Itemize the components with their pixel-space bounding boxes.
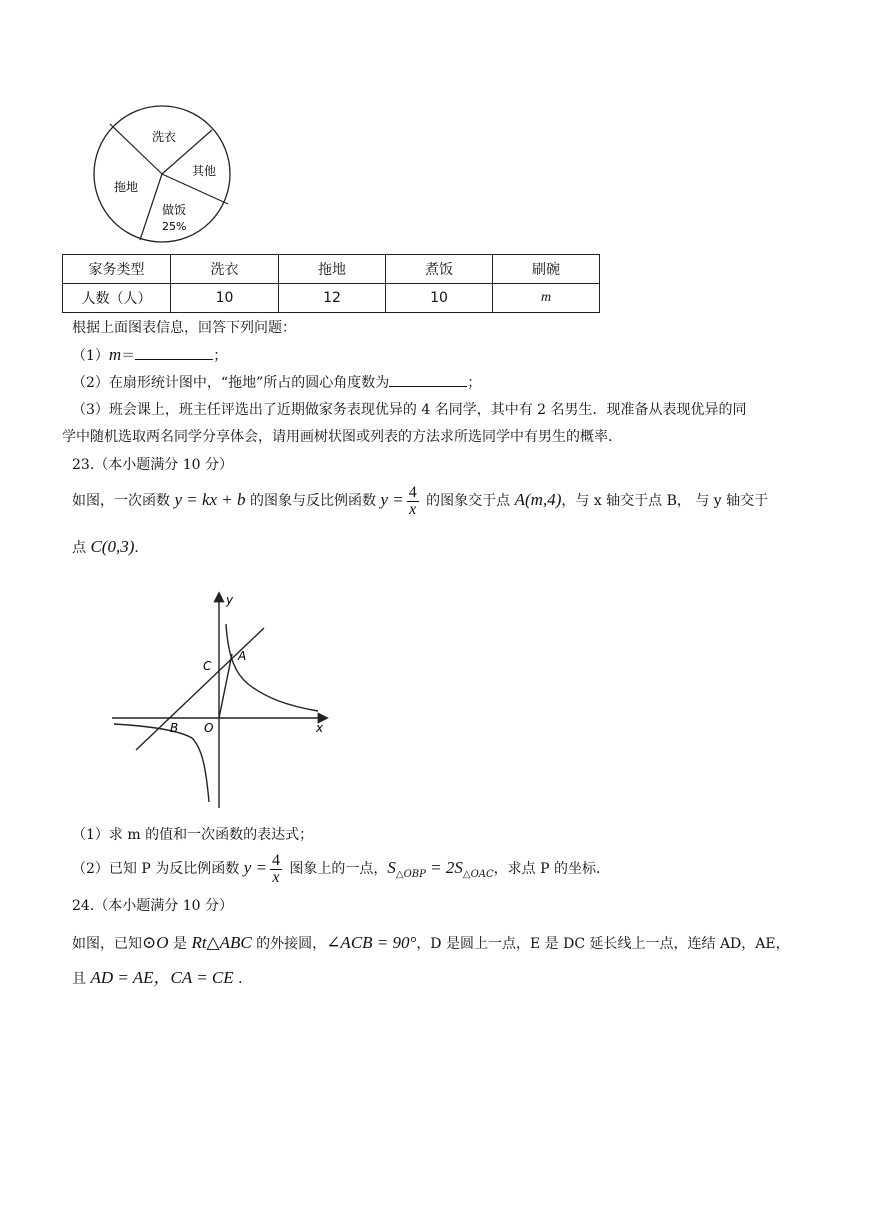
- fraction-numerator: 4: [408, 483, 417, 501]
- p24-l1d: ，D 是圆上一点，E 是 DC 延长线上一点，连结 AD，AE，: [416, 936, 790, 952]
- hyperbola-branch-2: [114, 724, 209, 802]
- triangle-abc: Rt△ABC: [191, 933, 252, 952]
- table-header-cell: 拖地: [279, 255, 386, 284]
- answer-blank[interactable]: [389, 372, 467, 387]
- p23-sub2c: ，求点 P 的坐标．: [493, 861, 610, 877]
- hyperbola-branch-1: [226, 624, 318, 711]
- x-axis-label: x: [316, 721, 324, 735]
- p23-s4: ，与 x 轴交于点 B， 与 y 轴交于: [561, 493, 769, 509]
- q1-eq: ＝: [121, 348, 136, 364]
- pie-chart: [88, 104, 238, 246]
- p23-sub2-fraction: [270, 853, 282, 886]
- table-cell: 12: [279, 284, 386, 313]
- table-cell: 10: [171, 284, 279, 313]
- table-cell: 10: [386, 284, 493, 313]
- intro-text: 根据上面图表信息，回答下列问题：: [72, 320, 296, 336]
- pie-label-cook: 做饭: [162, 203, 187, 217]
- pie-label-other: 其他: [192, 164, 217, 178]
- linear-function-line: [136, 628, 264, 750]
- p24-equalities: AD = AE，CA = CE: [90, 968, 234, 987]
- table-header-cell: 洗衣: [171, 255, 279, 284]
- point-a-label: A: [238, 649, 247, 663]
- p23-point-c: C(0,3): [90, 537, 135, 556]
- p23-s2: 的图象与反比例函数: [245, 493, 381, 509]
- table-header-row: [63, 255, 600, 284]
- p24-l1b: 是: [168, 936, 192, 952]
- p24-l2a: 且: [72, 971, 91, 987]
- function-graph: [108, 588, 332, 812]
- q1-prefix: （1）: [72, 348, 109, 364]
- p23-s6: ．: [134, 540, 149, 556]
- segment-oa: [219, 654, 232, 718]
- area-s-obp-sub: △OBP: [395, 868, 426, 880]
- p23-sub-2: [72, 846, 610, 897]
- fraction-numerator: 4: [271, 851, 280, 869]
- p23-linear-function: y = kx + b: [174, 490, 246, 509]
- table-header-cell: 家务类型: [63, 255, 171, 284]
- area-eq: = 2S: [425, 858, 463, 877]
- q1-end: ；: [213, 348, 228, 364]
- y-axis-label: y: [226, 593, 234, 607]
- q2-end: ；: [467, 375, 482, 391]
- table-cell: 人数（人）: [63, 284, 171, 313]
- q2-text: （2）在扇形统计图中，“拖地”所占的圆心角度数为: [72, 375, 390, 391]
- p23-fraction: [407, 485, 419, 518]
- fraction-denominator: x: [272, 868, 280, 886]
- p23-sub2b: 图象上的一点，: [284, 861, 388, 877]
- question-3-line-1: （3）班会课上，班主任评选出了近期做家务表现优异的 4 名同学，其中有 2 名男生．现准备从表现优异的同: [72, 402, 747, 418]
- question-2: [72, 372, 481, 393]
- question-1: [72, 345, 227, 366]
- p23-s1: 如图，一次函数: [72, 493, 175, 509]
- p23-statement-2: [72, 537, 148, 558]
- pie-divider-3: [162, 174, 228, 204]
- p23-recip-y: y =: [380, 490, 404, 509]
- point-c-label: C: [203, 659, 212, 673]
- table-header-cell: 煮饭: [386, 255, 493, 284]
- p23-s5: 点: [72, 540, 91, 556]
- pie-label-cook-pct: 25%: [162, 220, 187, 233]
- pie-label-wash: 洗衣: [152, 130, 177, 144]
- p23-sub2-y: y =: [243, 858, 267, 877]
- p24-line-2: [72, 968, 252, 989]
- p24-l1c: 的外接圆，: [251, 936, 327, 952]
- question-3-line-2: 学中随机选取两名同学分享体会，请用画树状图或列表的方法求所选同学中有男生的概率．: [62, 429, 622, 445]
- fraction-denominator: x: [409, 500, 417, 518]
- p23-statement-1: [72, 478, 768, 523]
- p23-sub-1: （1）求 m 的值和一次函数的表达式；: [72, 827, 314, 843]
- p23-point-a: A(m,4): [514, 490, 562, 509]
- circle-o: ⊙O: [142, 933, 169, 952]
- pie-divider-4: [140, 174, 162, 240]
- p24-heading: 24.（本小题满分 10 分）: [72, 898, 233, 914]
- table-cell: m: [493, 284, 600, 313]
- angle-acb: ∠ACB = 90°: [326, 933, 417, 952]
- p24-l2b: ．: [233, 971, 253, 987]
- p23-s3: 的图象交于点: [421, 493, 515, 509]
- point-b-label: B: [170, 721, 179, 735]
- p24-line-1: [72, 933, 790, 954]
- chores-table: [62, 254, 600, 313]
- pie-label-mop: 拖地: [114, 180, 139, 194]
- table-header-cell: 刷碗: [493, 255, 600, 284]
- q1-var: m: [108, 345, 122, 364]
- area-s-obp: S: [387, 858, 396, 877]
- table-row: [63, 284, 600, 313]
- p23-sub2a: （2）已知 P 为反比例函数: [72, 861, 244, 877]
- area-s-oac-sub: △OAC: [462, 868, 494, 880]
- p23-heading: 23.（本小题满分 10 分）: [72, 457, 233, 473]
- p24-l1a: 如图，已知: [72, 936, 142, 952]
- answer-blank[interactable]: [135, 345, 213, 360]
- origin-label: O: [204, 721, 214, 735]
